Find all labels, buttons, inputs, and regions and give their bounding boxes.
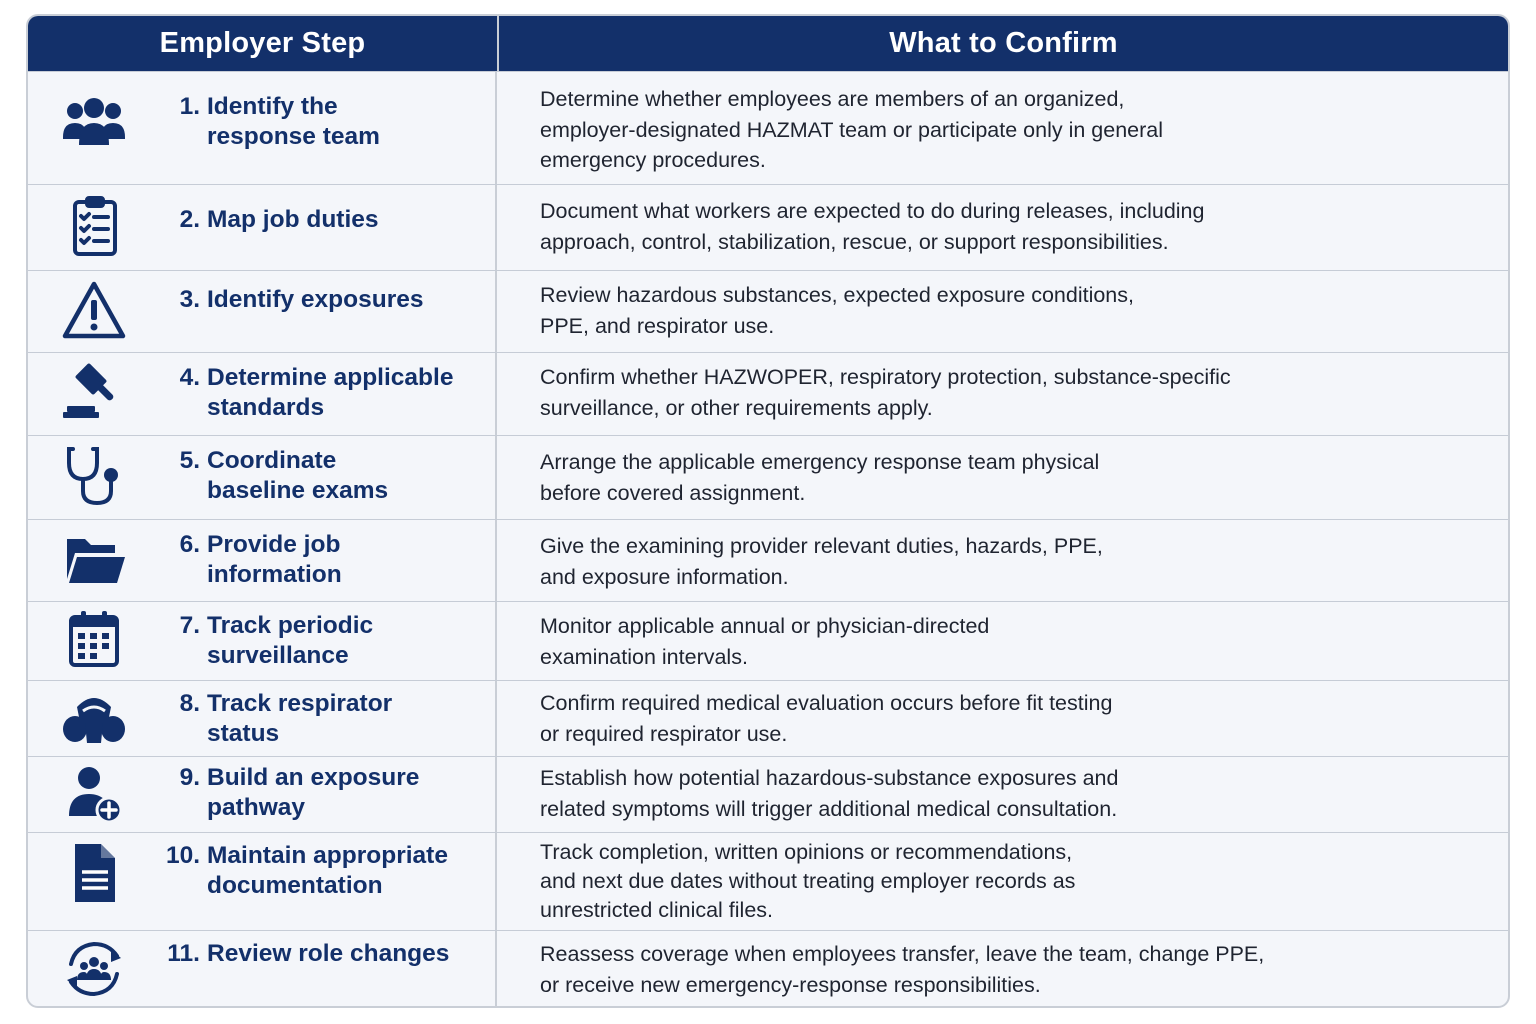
- confirm-cell: [497, 353, 1508, 435]
- step-cell: [28, 353, 497, 435]
- header-what-to-confirm: What to Confirm: [889, 27, 1118, 59]
- step-cell: [28, 757, 497, 832]
- group-icon: [56, 92, 132, 156]
- clipboard-checklist-icon: [56, 195, 132, 259]
- confirm-text: Review hazardous substances, expected exposure conditions, PPE, and respirator use.: [540, 283, 1134, 338]
- step-label: Identify exposures: [207, 286, 424, 313]
- table-row: [28, 435, 1508, 519]
- step-number: 6.: [179, 531, 200, 558]
- respirator-mask-icon: [56, 686, 132, 750]
- document-icon: [56, 841, 132, 905]
- group-rotate-icon: [56, 937, 132, 1001]
- step-cell: [28, 681, 497, 756]
- confirm-cell: [497, 72, 1508, 184]
- table-row: [28, 184, 1508, 270]
- step-label: Identify the response team: [207, 93, 380, 150]
- confirm-cell: [497, 436, 1508, 519]
- step-number: 8.: [179, 690, 200, 717]
- step-label: Review role changes: [207, 940, 450, 967]
- calendar-icon: [56, 608, 132, 672]
- step-cell: [28, 833, 497, 930]
- confirm-text: Track completion, written opinions or recommendations, and next due dates without treating employer records as unrestricted clinical files.: [540, 840, 1076, 922]
- confirm-text: Arrange the applicable emergency response team physical before covered assignment.: [540, 450, 1100, 505]
- gavel-icon: [56, 359, 132, 423]
- confirm-cell: [497, 931, 1508, 1008]
- confirm-cell: [497, 833, 1508, 930]
- step-label: Build an exposure pathway: [207, 764, 420, 821]
- step-cell: [28, 520, 497, 601]
- table-row: [28, 270, 1508, 352]
- confirm-cell: [497, 185, 1508, 270]
- step-cell: [28, 271, 497, 352]
- step-cell: [28, 185, 497, 270]
- confirm-text: Reassess coverage when employees transfer, leave the team, change PPE, or receive new emergency-response responsibilities.: [540, 942, 1265, 997]
- confirm-cell: [497, 602, 1508, 680]
- table-header: [28, 16, 1508, 71]
- user-add-icon: [56, 763, 132, 827]
- confirm-cell: [497, 271, 1508, 352]
- step-label: Determine applicable standards: [207, 364, 454, 421]
- step-label: Coordinate baseline exams: [207, 447, 389, 504]
- step-number: 5.: [179, 447, 200, 474]
- step-label: Track respirator status: [207, 690, 393, 747]
- step-number: 11.: [167, 940, 200, 967]
- confirm-text: Document what workers are expected to do during releases, including approach, control, stabilization, rescue, or support responsibilities.: [540, 199, 1205, 254]
- step-label: Track periodic surveillance: [207, 612, 374, 669]
- step-label: Provide job information: [207, 531, 342, 588]
- confirm-text: Confirm whether HAZWOPER, respiratory protection, substance-specific surveillance, or other requirements apply.: [540, 365, 1231, 420]
- step-number: 10.: [165, 842, 200, 869]
- step-cell: [28, 436, 497, 519]
- folder-open-icon: [56, 528, 132, 592]
- confirm-cell: [497, 681, 1508, 756]
- confirm-text: Give the examining provider relevant duties, hazards, PPE, and exposure information.: [540, 534, 1103, 589]
- table-row: [28, 930, 1508, 1008]
- step-number: 9.: [179, 764, 200, 791]
- table-row: [28, 519, 1508, 601]
- step-number: 1.: [179, 93, 200, 120]
- step-number: 7.: [179, 612, 200, 639]
- table-row: [28, 601, 1508, 680]
- step-cell: [28, 602, 497, 680]
- step-label: Maintain appropriate documentation: [207, 842, 448, 899]
- table-row: [28, 352, 1508, 435]
- table-row: [28, 832, 1508, 930]
- warning-triangle-icon: [56, 279, 132, 343]
- confirm-text: Monitor applicable annual or physician-directed examination intervals.: [540, 614, 990, 669]
- confirm-text: Determine whether employees are members of an organized, employer-designated HAZMAT team or participate only in general emergency procedures.: [540, 87, 1164, 172]
- step-cell: [28, 72, 497, 184]
- step-number: 3.: [179, 286, 200, 313]
- step-number: 4.: [179, 364, 200, 391]
- table-row: [28, 756, 1508, 832]
- employer-steps-table: [26, 14, 1510, 1008]
- confirm-cell: [497, 520, 1508, 601]
- stethoscope-icon: [56, 444, 132, 508]
- confirm-cell: [497, 757, 1508, 832]
- confirm-text: Establish how potential hazardous-substance exposures and related symptoms will trigger additional medical consultation.: [540, 766, 1119, 821]
- step-label: Map job duties: [207, 206, 379, 233]
- table-row: [28, 680, 1508, 756]
- table-row: [28, 71, 1508, 184]
- confirm-text: Confirm required medical evaluation occurs before fit testing or required respirator use.: [540, 691, 1113, 746]
- header-employer-step: Employer Step: [28, 16, 499, 71]
- step-cell: [28, 931, 497, 1008]
- step-number: 2.: [179, 206, 200, 233]
